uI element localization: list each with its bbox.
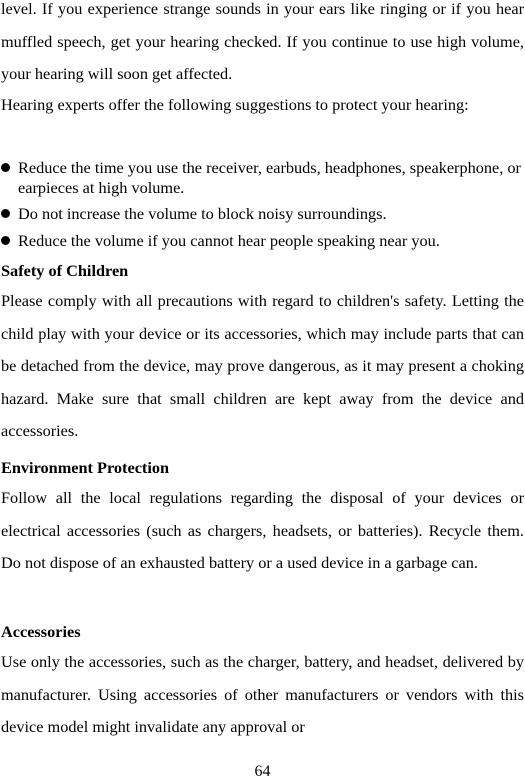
section-heading-accessories: Accessories [1, 622, 81, 641]
bullet-icon [1, 209, 10, 218]
bullet-icon [1, 163, 10, 172]
bullet-text: Reduce the time you use the receiver, earbuds, headphones, speakerphone, or earpieces at high volume. [18, 158, 521, 197]
section-body-safety-of-children: Please comply with all precautions with regard to children's safety. Letting the child play with your device or its accessories, which may include parts that can be detached from the device, may prove dangerous, as it may present a choking hazard. Make sure that small children are kept away from the device and accessories. [1, 291, 524, 441]
hearing-suggestions-paragraph: Hearing experts offer the following suggestions to protect your hearing: [1, 95, 469, 114]
bullet-text: Reduce the volume if you cannot hear people speaking near you. [18, 230, 440, 250]
section-body-accessories: Use only the accessories, such as the charger, battery, and headset, delivered by manufacturer. Using accessories of other manufacturers or vendors with this device model might invalidate any approval or [1, 652, 524, 737]
section-body-environment-protection: Follow all the local regulations regarding the disposal of your devices or electrical accessories (such as chargers, headsets, or batteries). Recycle them. Do not dispose of an exhausted battery or a used device in a garbage can. [1, 488, 524, 573]
hearing-bullet-list [1, 158, 524, 250]
list-item [1, 204, 524, 224]
intro-paragraph: level. If you experience strange sounds in your ears like ringing or if you hear muffled speech, get your hearing checked. If you continue to use high volume, your hearing will soon get affected. [1, 0, 524, 84]
list-item [1, 231, 524, 251]
section-heading-safety-of-children: Safety of Children [1, 261, 129, 280]
bullet-text: Do not increase the volume to block noisy surroundings. [18, 204, 387, 223]
list-item [1, 158, 524, 197]
page-number: 64 [254, 763, 271, 780]
bullet-icon [1, 236, 10, 245]
section-heading-environment-protection: Environment Protection [1, 458, 170, 477]
